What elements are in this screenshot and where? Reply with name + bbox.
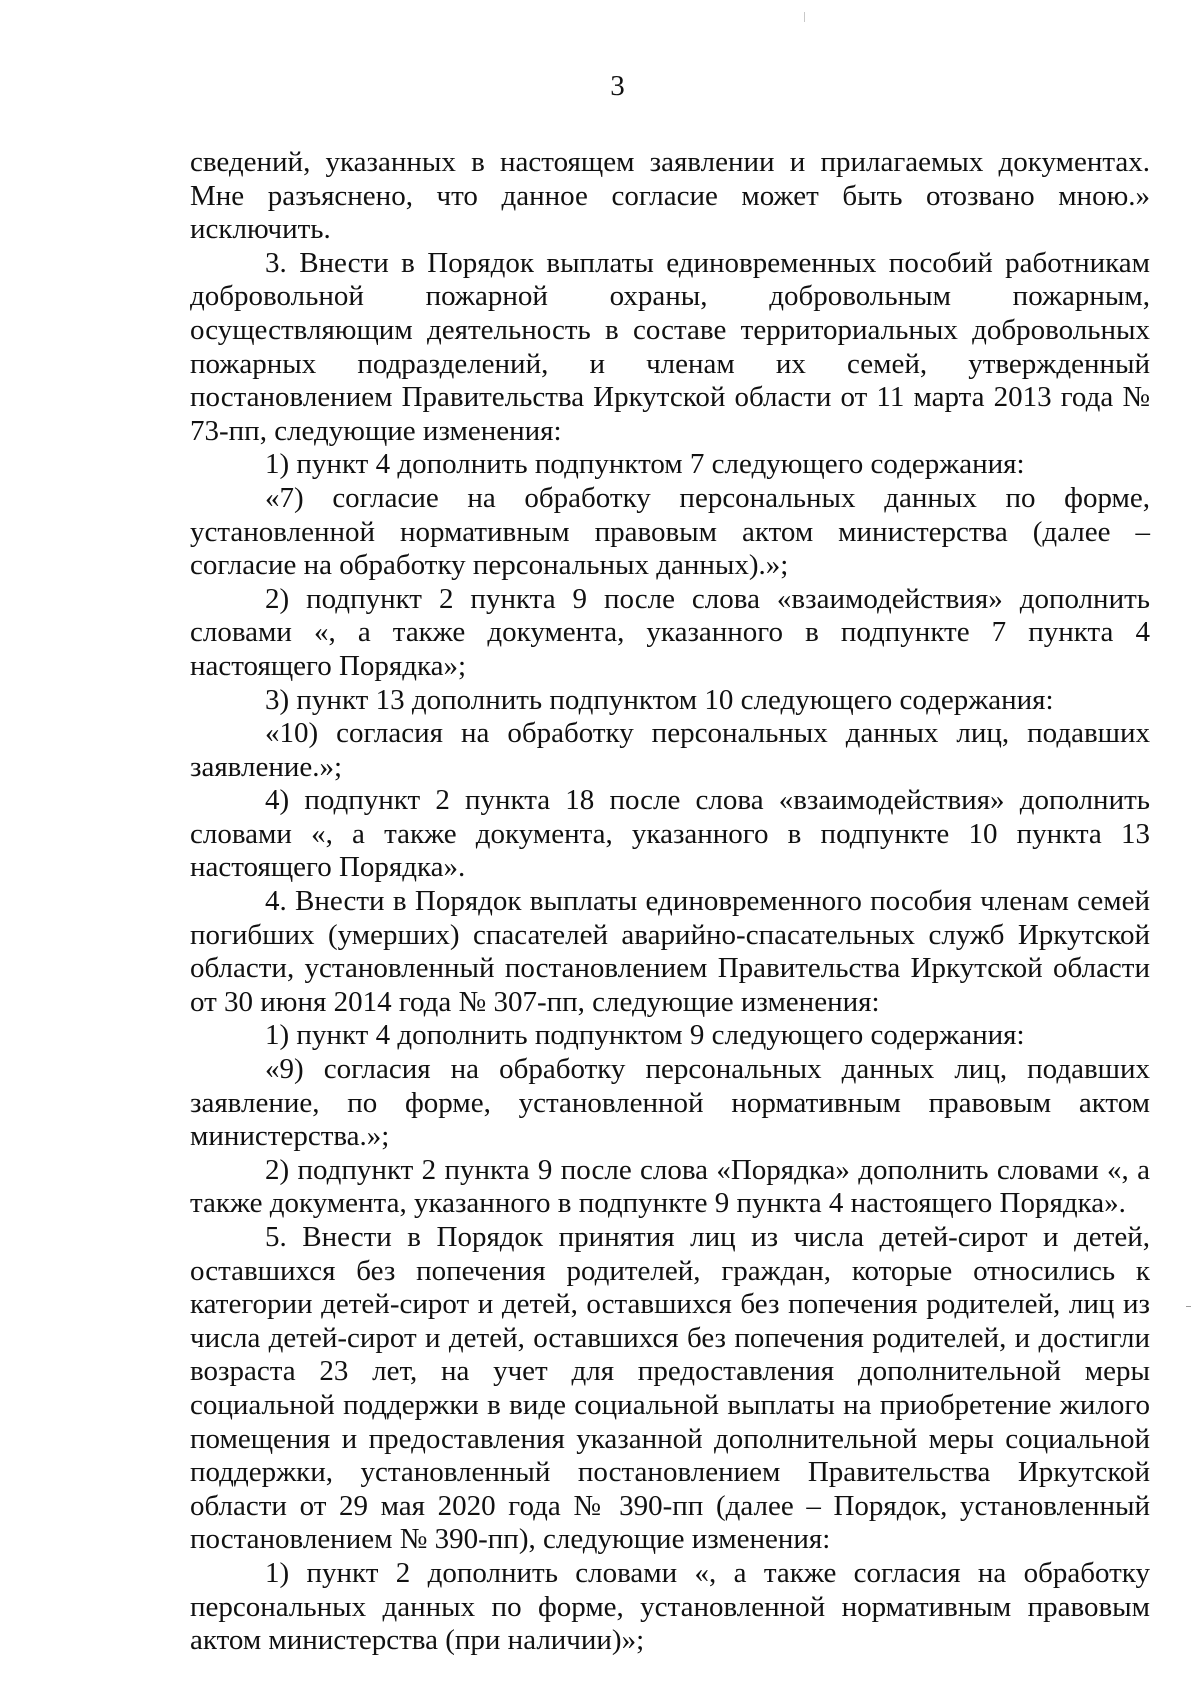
- paragraph: сведений, указанных в настоящем заявлении и прилагаемых документах. Мне разъяснено, что данное согласие может быть отозвано мною.» исключить.: [190, 146, 1150, 246]
- page-number: 3: [610, 70, 625, 102]
- document-body: [190, 146, 1150, 1658]
- scan-mark: [1186, 1306, 1191, 1307]
- paragraph: «10) согласия на обработку персональных данных лиц, подавших заявление.»;: [190, 717, 1150, 783]
- paragraph: 3) пункт 13 дополнить подпунктом 10 следующего содержания:: [265, 683, 1054, 716]
- paragraph: 5. Внести в Порядок принятия лиц из числа детей-сирот и детей, оставшихся без попечения родителей, граждан, которые относились к категории детей-сирот и детей, оставшихся без попечения родителей, лиц из числа детей-сирот и детей, оставшихся без попечения родителей, и достигли возраста 23 лет, на учет для предоставления дополнительной меры социальной поддержки в виде социальной выплаты на приобретение жилого помещения и предоставления указанной дополнительной меры социальной поддержки, установленный постановлением Правительства Иркутской области от 29 мая 2020 года № 390-пп (далее – Порядок, установленный постановлением № 390-пп), следующие изменения:: [190, 1221, 1150, 1556]
- paragraph: «9) согласия на обработку персональных данных лиц, подавших заявление, по форме, установленной нормативным правовым актом министерства.»;: [190, 1053, 1150, 1153]
- paragraph: 2) подпункт 2 пункта 9 после слова «Порядка» дополнить словами «, а также документа, указанного в подпункте 9 пункта 4 настоящего Порядка».: [190, 1153, 1150, 1220]
- paragraph: 2) подпункт 2 пункта 9 после слова «взаимодействия» дополнить словами «, а также документа, указанного в подпункте 7 пункта 4 настоящего Порядка»;: [190, 582, 1150, 682]
- paragraph: 4. Внести в Порядок выплаты единовременного пособия членам семей погибших (умерших) спасателей аварийно-спасательных служб Иркутской области, установленный постановлением Правительства Иркутской области от 30 июня 2014 года № 307-пп, следующие изменения:: [190, 885, 1150, 1018]
- paragraph: 1) пункт 4 дополнить подпунктом 7 следующего содержания:: [265, 448, 1025, 481]
- paragraph: 3. Внести в Порядок выплаты единовременных пособий работникам добровольной пожарной охраны, добровольным пожарным, осуществляющим деятельность в составе территориальных добровольных пожарных подразделений, и членам их семей, утвержденный постановлением Правительства Иркутской области от 11 марта 2013 года № 73-пп, следующие изменения:: [190, 246, 1150, 447]
- paragraph: 4) подпункт 2 пункта 18 после слова «взаимодействия» дополнить словами «, а также документа, указанного в подпункте 10 пункта 13 настоящего Порядка».: [190, 784, 1150, 884]
- paragraph: «7) согласие на обработку персональных данных по форме, установленной нормативным правовым актом министерства (далее – согласие на обработку персональных данных).»;: [190, 481, 1150, 582]
- scan-mark: [804, 12, 805, 22]
- paragraph: 1) пункт 2 дополнить словами «, а также согласия на обработку персональных данных по форме, установленной нормативным правовым актом министерства (при наличии)»;: [190, 1556, 1150, 1657]
- paragraph: 1) пункт 4 дополнить подпунктом 9 следующего содержания:: [265, 1019, 1025, 1052]
